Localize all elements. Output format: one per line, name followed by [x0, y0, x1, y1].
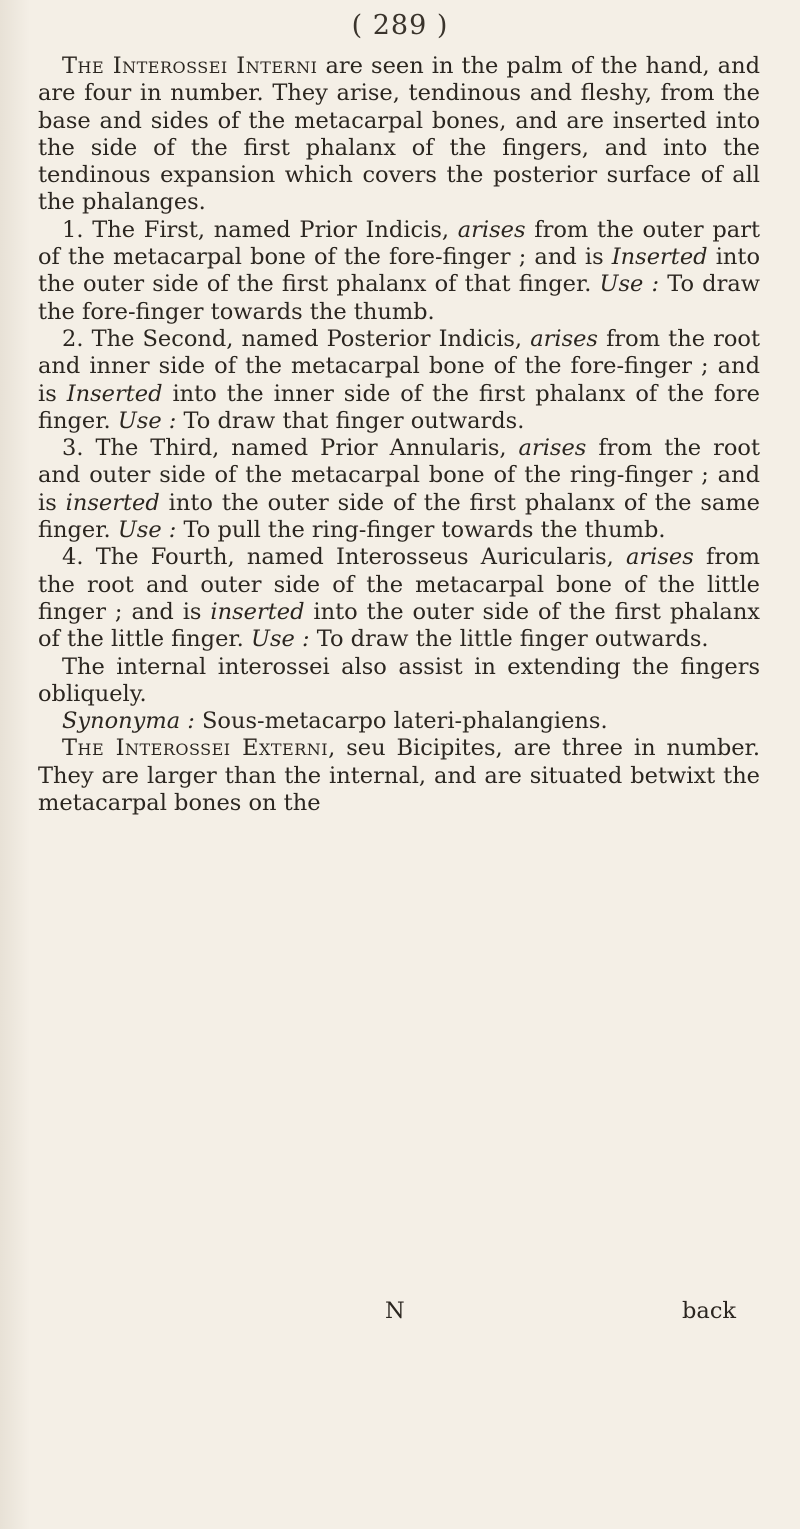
text-span: , seu Bicipites, are three in number. They are larger than the internal, and are situated betwixt the metacarpal bones on the [38, 735, 760, 817]
text-span: into the outer side of the first phalanx of the little finger. [38, 598, 760, 653]
text-span: 1. The First, named Prior Indicis, [62, 216, 458, 243]
paragraph-internal-interossei-note [38, 654, 760, 709]
text-span: 4. The Fourth, named Interosseus Auricularis, [62, 544, 627, 571]
heading-interossei-interni: The Interossei Interni [62, 53, 318, 79]
italic-span: arises [518, 435, 587, 462]
paragraph-interosseus-auricularis [38, 544, 760, 653]
paragraph-interossei-externi [38, 735, 760, 817]
page-footer [0, 1298, 800, 1328]
heading-interossei-externi: The Interossei Externi [62, 735, 329, 762]
paragraph-prior-indicis [38, 217, 760, 326]
text-span: To draw that finger outwards. [176, 407, 525, 434]
body-text [38, 53, 760, 817]
text-span: from the outer part of the metacarpal bone of the fore-finger ; and is [38, 216, 760, 271]
italic-span: inserted [210, 598, 305, 625]
italic-span: Inserted [66, 380, 163, 407]
italic-span: Use : [117, 517, 177, 544]
text-span: To pull the ring-finger towards the thumb. [176, 517, 666, 544]
italic-span: Use : [250, 626, 310, 653]
text-span: from the root and outer side of the metacarpal bone of the little finger ; and is [38, 544, 760, 625]
italic-span: Inserted [611, 244, 708, 271]
paragraph-prior-annularis [38, 435, 760, 544]
text-span: Sous-metacarpo lateri-phalangiens. [194, 708, 608, 735]
text-span: into the outer side of the first phalanx of the same finger. [38, 489, 760, 544]
text-span: 2. The Second, named Posterior Indicis, [62, 325, 531, 352]
italic-span: Use : [599, 271, 660, 298]
text-span: To draw the little finger outwards. [309, 626, 709, 653]
text-span: from the root and inner side of the metacarpal bone of the fore-finger ; and is [38, 325, 760, 407]
text-span: into the inner side of the first phalanx of the fore finger. [38, 380, 760, 434]
text-span: 3. The Third, named Prior Annularis, [62, 435, 519, 462]
catchword: back [682, 1298, 737, 1324]
text-span: are seen in the palm of the hand, and are four in number. They arise, tendinous and fleshy, from the base and sides of the metacarpal bones, and are inserted into the side of the first phalanx of the fingers, and into the tendinous expansion which covers the posterior surface of all the phalanges. [38, 53, 760, 216]
paragraph-interossei-interni [38, 53, 760, 217]
italic-span: Synonyma : [62, 708, 195, 735]
italic-span: arises [457, 216, 526, 243]
italic-span: arises [626, 544, 694, 571]
text-span: from the root and outer side of the metacarpal bone of the ring-finger ; and is [38, 435, 760, 516]
text-span: into the outer side of the first phalanx of that finger. [38, 244, 760, 298]
italic-span: Use : [117, 407, 177, 434]
paragraph-synonyma [38, 708, 760, 735]
text-span: The internal interossei also assist in extending the fingers obliquely. [38, 653, 760, 707]
signature-mark: N [385, 1298, 405, 1324]
italic-span: arises [530, 325, 598, 352]
italic-span: inserted [65, 489, 160, 516]
paragraph-posterior-indicis [38, 326, 760, 435]
text-span: To draw the fore-finger towards the thumb. [38, 271, 760, 325]
page-number: ( 289 ) [351, 10, 449, 41]
